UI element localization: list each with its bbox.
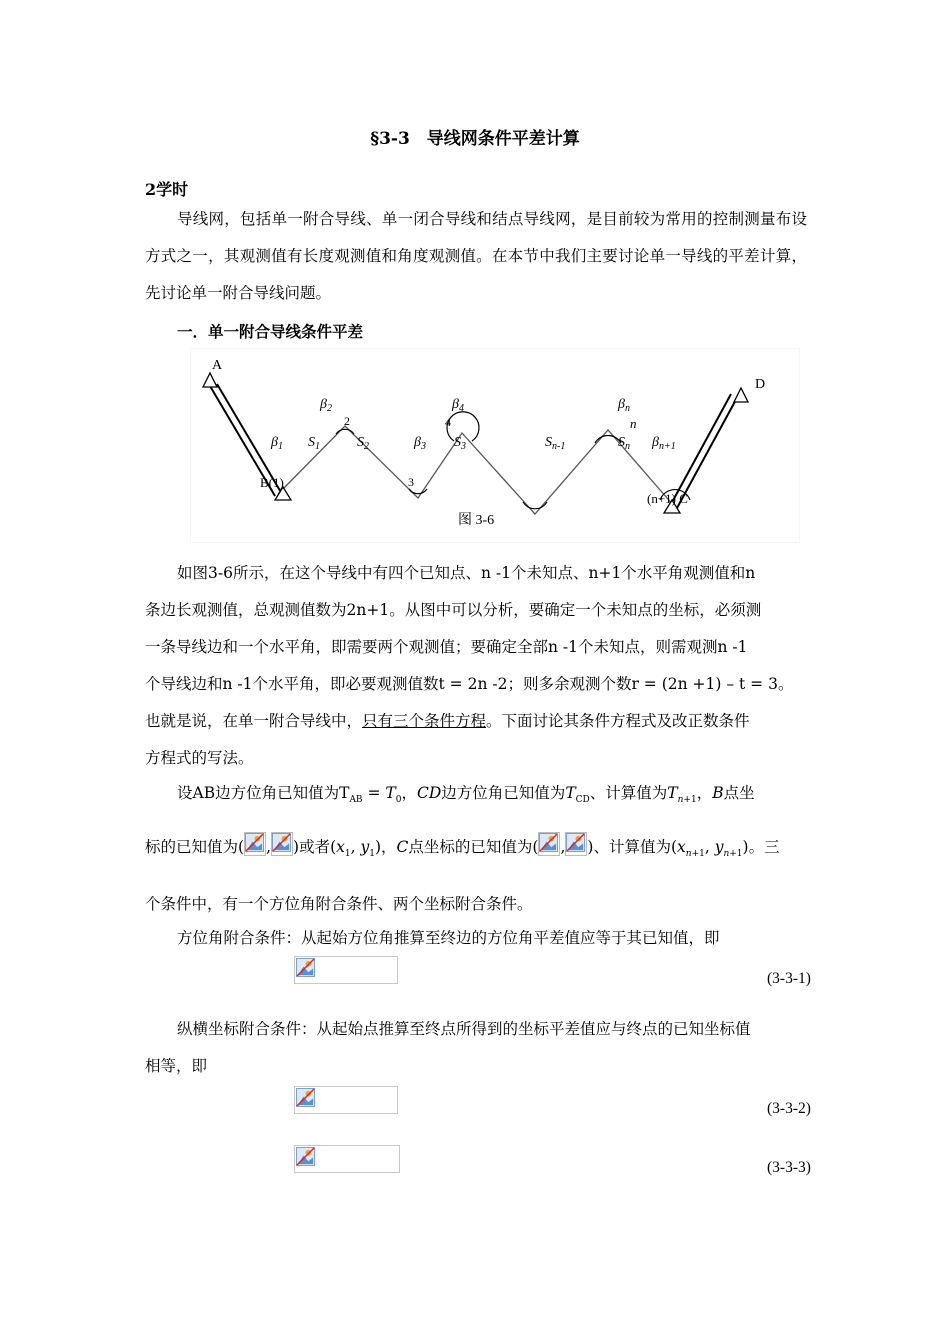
equation-number-1: (3-3-1): [767, 970, 811, 987]
label-c: (n+1) C: [647, 491, 688, 506]
para5-line2: 相等，即: [145, 1057, 208, 1075]
para2-line3: 一条导线边和一个水平角，即需要两个观测值；要确定全部n -1个未知点，则需观测n -1: [145, 638, 748, 656]
para4: 方位角附合条件：从起始方位角推算至终边的方位角平差值应等于其已知值，即: [177, 929, 720, 947]
equation-image-3: [294, 1145, 400, 1173]
para2-line1: 如图3-6所示，在这个导线中有四个已知点、n -1个未知点、n+1个水平角观测值和n: [177, 564, 756, 582]
para2-line6: 方程式的写法。: [145, 749, 254, 767]
svg-text:3: 3: [408, 475, 414, 489]
svg-text:β4: $\beta_4$: [452, 397, 464, 414]
traverse-figure: [190, 348, 800, 543]
image-placeholder-icon: [538, 832, 560, 856]
image-placeholder-icon: [244, 832, 266, 856]
svg-text:4: 4: [445, 415, 451, 429]
image-placeholder-icon: [565, 832, 587, 856]
equation-image-1: [294, 956, 398, 984]
svg-text:βn: $\beta_n$: [618, 397, 630, 414]
svg-text:S3: $S_3$: [454, 435, 466, 452]
intro-paragraph: 导线网，包括单一附合导线、单一闭合导线和结点导线网，是目前较为常用的控制测量布设方式之一，其观测值有长度观测值和角度观测值。在本节中我们主要讨论单一导线的平差计算，先讨论单一附合导线问题。: [145, 210, 807, 302]
para2-line5: 也就是说，在单一附合导线中，只有三个条件方程。下面讨论其条件方程式及改正数条件: [145, 712, 750, 730]
label-d: D: [755, 377, 766, 392]
svg-text:Sn: $S_n$: [618, 435, 630, 452]
page-title: §3-3 导线网条件平差计算: [370, 129, 580, 149]
svg-text:βn+1: $\beta_{n+1}$: [652, 435, 676, 452]
para3-line3: 个条件中，有一个方位角附合条件、两个坐标附合条件。: [145, 895, 533, 913]
svg-text:β1: $\beta_1$: [271, 435, 283, 452]
svg-text:β2: $\beta_2$: [320, 397, 332, 414]
label-b1: B(1): [260, 475, 284, 490]
image-placeholder-icon: [271, 832, 293, 856]
svg-text:S1: $S_1$: [308, 435, 320, 452]
section-heading: 一．单一附合导线条件平差: [177, 322, 364, 341]
para5-line1: 纵横坐标附合条件：从起始点推算至终点所得到的坐标平差值应与终点的已知坐标值: [177, 1020, 751, 1038]
svg-text:2: 2: [344, 414, 350, 428]
para2-line4: 个导线边和n -1个水平角，即必要观测值数t = 2n -2；则多余观测个数r = (2n +1) – t = 3。: [145, 675, 794, 693]
equation-number-2: (3-3-2): [767, 1100, 811, 1117]
equation-image-2: [294, 1086, 398, 1114]
svg-text:n: n: [630, 416, 637, 431]
svg-text:S2: $S_2$: [357, 435, 369, 452]
para3-line1: 设AB边方位角已知值为$T_{AB} = T_0$，CD边方位角已知值为$T_{CD}$、计算值为$T_{n+1}$，B点坐: [177, 784, 755, 806]
hours-label: 2学时: [145, 180, 189, 199]
figure-caption: 图 3-6: [458, 513, 495, 528]
svg-text:Sn-1: $S_{n-1}$: [545, 435, 566, 452]
para2-line2: 条边长观测值，总观测值数为2n+1。从图中可以分析，要确定一个未知点的坐标，必须测: [145, 601, 762, 619]
label-a: A: [212, 358, 223, 373]
para3-line2: 标的已知值为( , )或者($x_1$, $y_1$)，C点坐标的已知值为( , )、计算值为($x_{n+1}$, $y_{n+1}$)。三: [145, 832, 780, 859]
equation-number-3: (3-3-3): [767, 1159, 811, 1176]
underlined-phrase: 只有三个条件方程: [362, 712, 487, 730]
svg-text:β3: $\beta_3$: [414, 435, 426, 452]
